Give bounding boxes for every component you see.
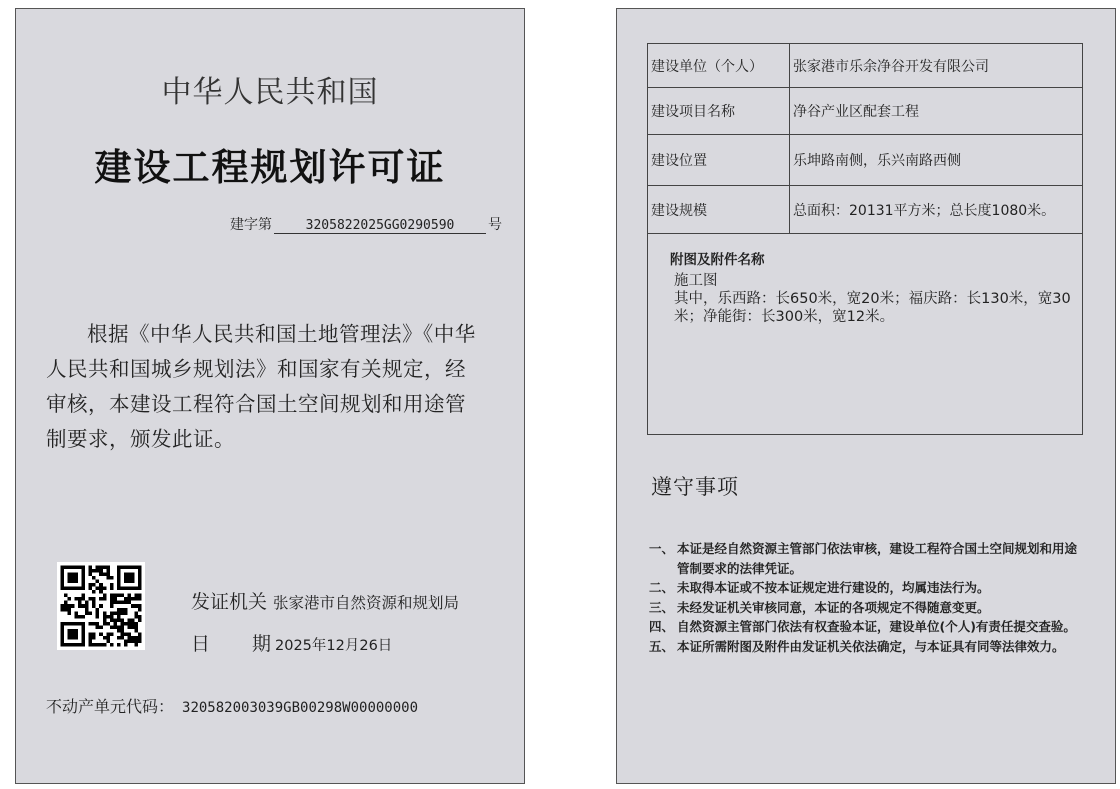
qr-code-icon: [57, 562, 145, 650]
table-row: [648, 135, 1083, 186]
row-value: 张家港市乐余净谷开发有限公司: [790, 44, 1083, 88]
row-label: 建设单位（个人）: [648, 44, 790, 88]
certificate-title: 建设工程规划许可证: [94, 146, 446, 189]
realty-label: 不动产单元代码：: [46, 697, 175, 716]
attachments-title: 附图及附件名称: [670, 252, 765, 268]
row-label: 建设项目名称: [648, 88, 790, 135]
table-row: [648, 44, 1083, 88]
row-label: 建设规模: [648, 186, 790, 234]
issuer-line: [191, 587, 459, 614]
issuer-label: 发证机关: [191, 591, 268, 613]
rule-number: 五、: [649, 638, 675, 654]
certificate-back-page: [616, 8, 1116, 784]
date-line: [191, 629, 392, 656]
rule-text: 自然资源主管部门依法有权查验本证，建设单位(个人)有责任提交查验。: [677, 619, 1076, 634]
cert-suffix: 号: [488, 217, 502, 233]
date-label: [191, 629, 271, 656]
rule-number: 三、: [649, 599, 675, 615]
table-row: [648, 186, 1083, 234]
rule-number: 二、: [649, 580, 675, 595]
list-item: [649, 598, 1085, 618]
table-row: [648, 88, 1083, 135]
row-label: 建设位置: [648, 135, 790, 186]
row-value: 净谷产业区配套工程: [790, 88, 1083, 135]
attachment-item: 施工图: [674, 273, 718, 289]
list-item: [649, 578, 1085, 598]
rule-text: 本证是经自然资源主管部门依法审核，建设工程符合国土空间规划和用途管制要求的法律凭证。: [677, 541, 1078, 576]
certificate-front-page: [15, 8, 525, 784]
rule-number: 一、: [649, 541, 675, 556]
date-label-char-2: 期: [251, 633, 271, 655]
list-item: [649, 637, 1085, 657]
issuer-value: 张家港市自然资源和规划局: [273, 594, 460, 612]
row-value: 总面积：20131平方米；总长度1080米。: [790, 186, 1083, 234]
country-name: 中华人民共和国: [161, 75, 379, 110]
list-item: [649, 617, 1085, 637]
cert-prefix: 建字第: [230, 217, 272, 233]
project-info-table: [647, 43, 1083, 435]
rule-text: 本证所需附图及附件由发证机关依法确定，与本证具有同等法律效力。: [677, 638, 1065, 654]
realty-unit-code-line: [46, 694, 418, 717]
attachments-row: [648, 234, 1083, 435]
rule-text: 未取得本证或不按本证规定进行建设的，均属违法行为。: [677, 580, 990, 595]
certificate-number: 3205822025GG0290590: [274, 218, 486, 234]
issue-date: 2025年12月26日: [275, 638, 393, 654]
list-item: [649, 539, 1085, 578]
rule-number: 四、: [649, 619, 675, 634]
certificate-number-line: [230, 214, 502, 234]
rules-title: 遵守事项: [651, 475, 739, 499]
date-label-char-1: 日: [191, 633, 211, 655]
rules-list: [649, 539, 1085, 656]
attachment-item: 其中，乐西路：长650米，宽20米；福庆路：长130米，宽30米；净能街：长300米，宽12米。: [674, 291, 1071, 325]
rule-text: 未经发证机关审核同意，本证的各项规定不得随意变更。: [677, 599, 990, 615]
attachments-cell: [648, 234, 1083, 435]
row-value: 乐坤路南侧，乐兴南路西侧: [790, 135, 1083, 186]
certificate-body-text: 根据《中华人民共和国土地管理法》《中华人民共和国城乡规划法》和国家有关规定，经审核，本建设工程符合国土空间规划和用途管制要求，颁发此证。: [46, 322, 476, 451]
realty-code: 320582003039GB00298W00000000: [182, 700, 419, 716]
